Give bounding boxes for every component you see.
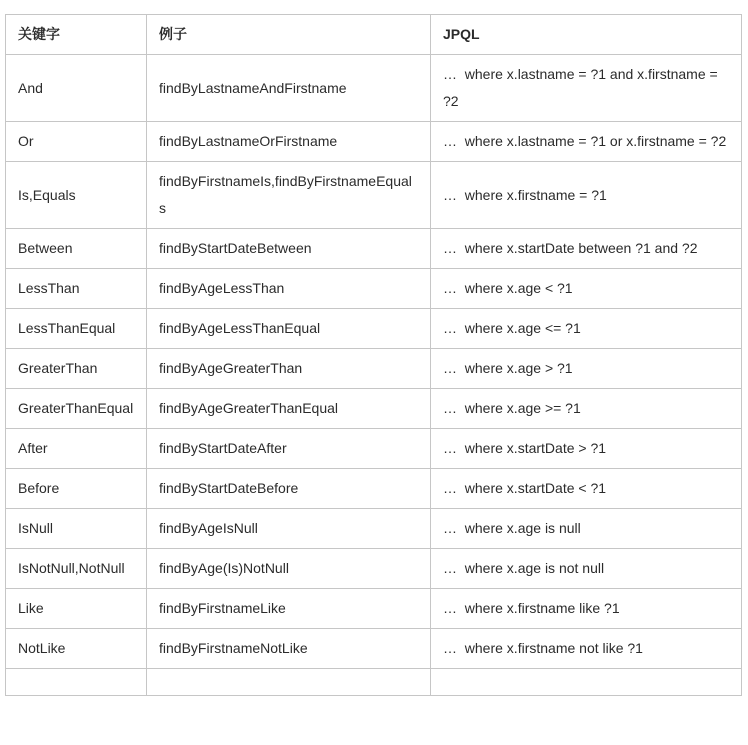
keyword-cell: IsNull (6, 509, 147, 549)
table-row (6, 629, 742, 669)
jpql-cell: … where x.age is not null (431, 549, 742, 589)
keyword-cell (6, 669, 147, 696)
example-cell (147, 669, 431, 696)
example-cell: findByAge(Is)NotNull (147, 549, 431, 589)
keyword-cell: NotLike (6, 629, 147, 669)
table-row (6, 549, 742, 589)
table-row (6, 429, 742, 469)
table-body (6, 55, 742, 696)
jpql-cell: … where x.age < ?1 (431, 269, 742, 309)
jpql-cell (431, 669, 742, 696)
example-cell: findByAgeGreaterThanEqual (147, 389, 431, 429)
table-header (6, 15, 742, 55)
keyword-cell: IsNotNull,NotNull (6, 549, 147, 589)
keyword-cell: Between (6, 229, 147, 269)
example-cell: findByStartDateAfter (147, 429, 431, 469)
table-row (6, 509, 742, 549)
header-row (6, 15, 742, 55)
table-row (6, 389, 742, 429)
keyword-cell: Like (6, 589, 147, 629)
jpql-cell: … where x.age <= ?1 (431, 309, 742, 349)
keyword-cell: GreaterThan (6, 349, 147, 389)
jpql-cell: … where x.age > ?1 (431, 349, 742, 389)
table-row (6, 469, 742, 509)
table-row (6, 55, 742, 122)
jpql-cell: … where x.startDate > ?1 (431, 429, 742, 469)
example-cell: findByLastnameOrFirstname (147, 122, 431, 162)
header-keyword: 关键字 (6, 15, 147, 55)
example-cell: findByFirstnameIs,findByFirstnameEquals (147, 162, 431, 229)
keyword-cell: And (6, 55, 147, 122)
table-row (6, 122, 742, 162)
jpql-cell: … where x.firstname like ?1 (431, 589, 742, 629)
table-row (6, 669, 742, 696)
example-cell: findByAgeIsNull (147, 509, 431, 549)
example-cell: findByAgeLessThan (147, 269, 431, 309)
table-row (6, 349, 742, 389)
jpql-cell: … where x.age >= ?1 (431, 389, 742, 429)
example-cell: findByStartDateBetween (147, 229, 431, 269)
example-cell: findByAgeGreaterThan (147, 349, 431, 389)
table-row (6, 229, 742, 269)
jpql-cell: … where x.lastname = ?1 or x.firstname = ?2 (431, 122, 742, 162)
example-cell: findByAgeLessThanEqual (147, 309, 431, 349)
jpql-cell: … where x.firstname = ?1 (431, 162, 742, 229)
table-row (6, 309, 742, 349)
table-row (6, 162, 742, 229)
jpql-cell: … where x.lastname = ?1 and x.firstname = ?2 (431, 55, 742, 122)
example-cell: findByLastnameAndFirstname (147, 55, 431, 122)
keyword-cell: After (6, 429, 147, 469)
example-cell: findByFirstnameLike (147, 589, 431, 629)
keyword-cell: LessThanEqual (6, 309, 147, 349)
jpql-cell: … where x.startDate between ?1 and ?2 (431, 229, 742, 269)
keyword-cell: Before (6, 469, 147, 509)
table-row (6, 589, 742, 629)
jpa-query-keywords-table (5, 14, 742, 696)
example-cell: findByStartDateBefore (147, 469, 431, 509)
header-example: 例子 (147, 15, 431, 55)
jpql-cell: … where x.age is null (431, 509, 742, 549)
keyword-cell: Or (6, 122, 147, 162)
jpql-cell: … where x.startDate < ?1 (431, 469, 742, 509)
table-row (6, 269, 742, 309)
header-jpql: JPQL (431, 15, 742, 55)
jpql-cell: … where x.firstname not like ?1 (431, 629, 742, 669)
keyword-cell: Is,Equals (6, 162, 147, 229)
keyword-cell: LessThan (6, 269, 147, 309)
example-cell: findByFirstnameNotLike (147, 629, 431, 669)
keyword-cell: GreaterThanEqual (6, 389, 147, 429)
